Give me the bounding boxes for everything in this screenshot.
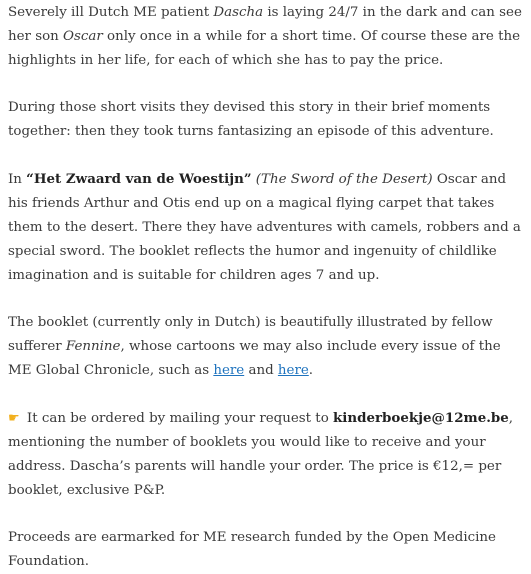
text: , whose cartoons we may also include every issue of the ME Global Chronicle, such as: [8, 339, 501, 378]
paragraph-illustrations: [8, 311, 525, 383]
text: Proceeds are earmarked for ME research funded by the Open Medicine Foundation.: [8, 530, 496, 569]
text: .: [308, 363, 314, 378]
paragraph-proceeds: [8, 526, 525, 574]
book-title: “Het Zwaard van de Woestijn”: [26, 171, 252, 187]
text: only once in a while for a short time. Of course these are the highlights in her life, for each of which she has to pay the price.: [8, 29, 521, 68]
text: Oscar and his friends Arthur and Otis end up on a magical flying carpet that takes them to the desert. There they have adventures with camels, robbers and a special sword. The booklet reflects the humor and ingenuity of childlike imagination and is suitable for children ages 7 and up.: [8, 172, 521, 283]
text: and: [244, 363, 278, 378]
text: During those short visits they devised this story in their brief moments together: then they took turns fantasizing an episode of this adventure.: [8, 100, 494, 139]
book-title-translation: (The Sword of the Desert): [255, 172, 433, 187]
text: The booklet (currently only in Dutch) is beautifully illustrated by fellow sufferer: [8, 315, 493, 354]
paragraph-intro: [8, 1, 525, 73]
text: It can be ordered by mailing your request to: [22, 411, 334, 426]
name-oscar: Oscar: [63, 29, 103, 44]
cartoon-link-2[interactable]: here: [277, 363, 309, 378]
name-dascha: Dascha: [213, 5, 264, 20]
pointing-hand-icon: ☛: [8, 411, 20, 426]
paragraph-ordering: [8, 406, 525, 503]
order-email: kinderboekje@12me.be: [333, 410, 509, 426]
cartoon-link-1[interactable]: here: [213, 363, 245, 378]
text: In: [8, 172, 27, 187]
paragraph-story: [8, 167, 525, 288]
text: is laying 24/7 in the dark and can see her son: [8, 5, 522, 44]
text: , mentioning the number of booklets you would like to receive and your address. Dascha’s parents will handle your order. The price is €12,= per booklet, exclusive P&P.: [8, 411, 514, 498]
paragraph-visits: [8, 96, 525, 144]
text: Severely ill Dutch ME patient: [8, 5, 214, 20]
article-body: [0, 1, 531, 574]
illustrator-name: Fennine: [65, 339, 121, 354]
